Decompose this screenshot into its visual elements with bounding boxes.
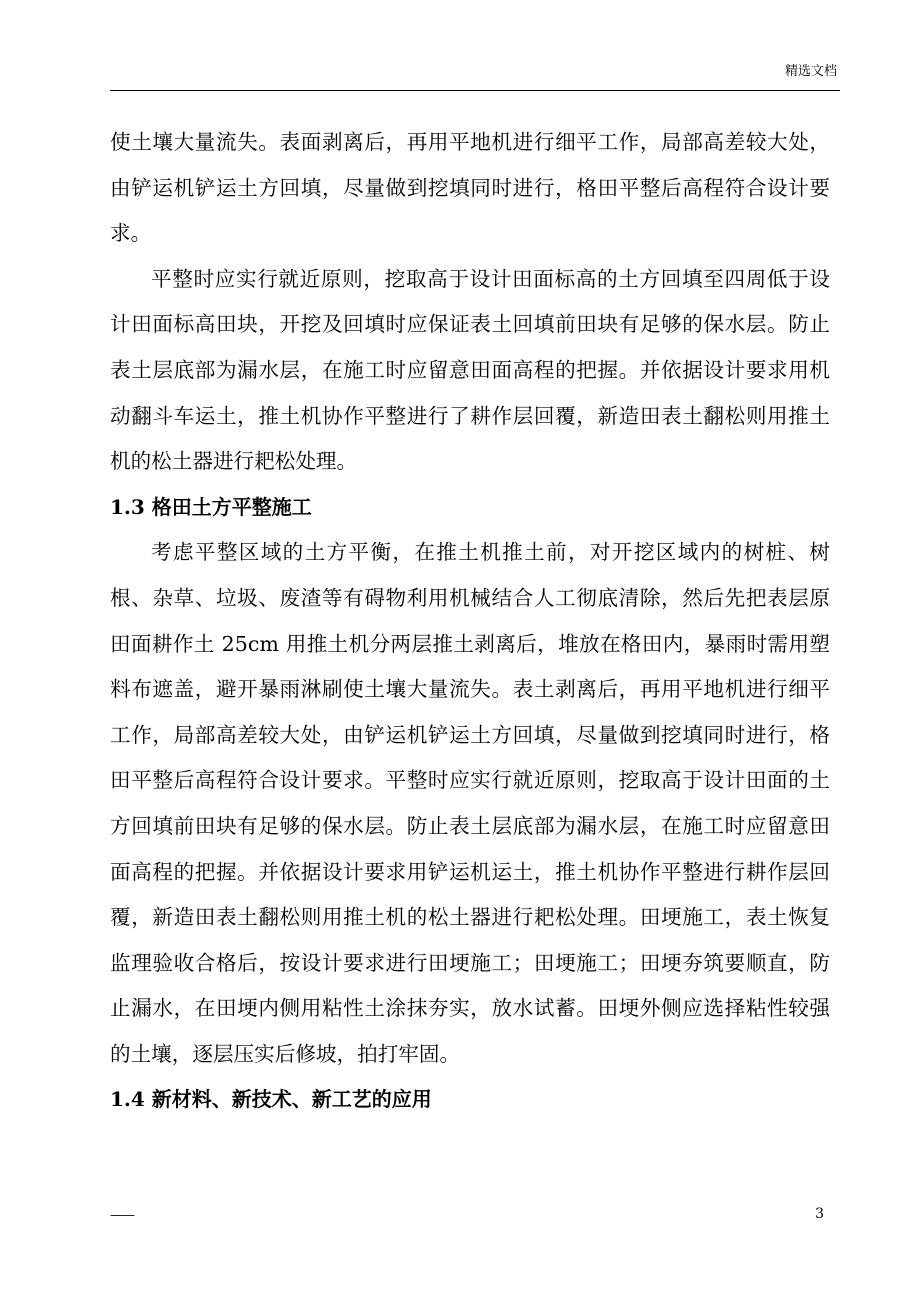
section-heading-1-4: 1.4 新材料、新技术、新工艺的应用 <box>110 1087 432 1112</box>
document-body <box>110 120 830 1123</box>
page-number: 3 <box>815 1206 824 1222</box>
footer-dash: —— <box>110 1208 134 1223</box>
header-rule <box>110 90 840 91</box>
header-label: 精选文档 <box>784 64 837 79</box>
paragraph-leveling-principle: 平整时应实行就近原则，挖取高于设计田面标高的土方回填至四周低于设计田面标高田块，开挖及回填时应保证表土回填前田块有足够的保水层。防止表土层底部为漏水层，在施工时应留意田面高程的把握。并依据设计要求用机动翻斗车运土，推土机协作平整进行了耕作层回覆，新造田表土翻松则用推土机的松土器进行耙松处理。 <box>110 266 830 474</box>
section-heading-1-3: 1.3 格田土方平整施工 <box>110 494 312 519</box>
paragraph-field-leveling-construction: 考虑平整区域的土方平衡，在推土机推土前，对开挖区域内的树桩、树根、杂草、垃圾、废渣等有碍物利用机械结合人工彻底清除，然后先把表层原田面耕作土 25cm 用推土机分两层推土剥离后，堆放在格田内，暴雨时需用塑料布遮盖，避开暴雨淋刷使土壤大量流失。表土剥离后，再用平地机进行细平工作，局部高差较大处，由铲运机铲运土方回填，尽量做到挖填同时进行，格田平整后高程符合设计要求。平整时应实行就近原则，挖取高于设计田面的土方回填前田块有足够的保水层。防止表土层底部为漏水层，在施工时应留意田面高程的把握。并依据设计要求用铲运机运土，推土机协作平整进行耕作层回覆，新造田表土翻松则用推土机的松土器进行耙松处理。田埂施工，表土恢复监理验收合格后，按设计要求进行田埂施工；田埂施工；田埂夯筑要顺直，防止漏水，在田埂内侧用粘性土涂抹夯实，放水试蓄。田埂外侧应选择粘性较强的土壤，逐层压实后修坡，拍打牢固。 <box>110 540 830 1066</box>
paragraph-continuation: 使土壤大量流失。表面剥离后，再用平地机进行细平工作，局部高差较大处，由铲运机铲运土方回填，尽量做到挖填同时进行，格田平整后高程符合设计要求。 <box>110 130 830 246</box>
